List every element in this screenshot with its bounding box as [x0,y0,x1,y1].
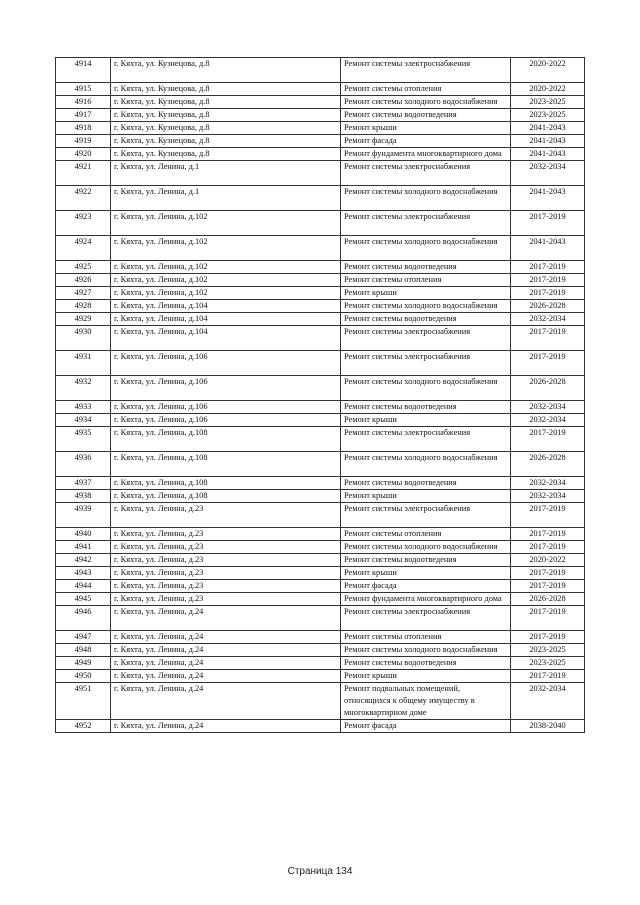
row-work-type: Ремонт системы электроснабжения [341,211,511,236]
table-row [56,631,585,644]
row-number: 4932 [56,376,111,401]
row-address: г. Кяхта, ул. Ленина, д.23 [111,593,341,606]
row-work-type: Ремонт системы водоотведения [341,657,511,670]
page-number: Страница 134 [287,866,353,877]
row-work-type: Ремонт системы водоотведения [341,401,511,414]
row-period: 2023-2025 [511,96,585,109]
row-work-type: Ремонт системы электроснабжения [341,161,511,186]
row-work-type: Ремонт системы электроснабжения [341,351,511,376]
row-number: 4948 [56,644,111,657]
row-address: г. Кяхта, ул. Ленина, д.24 [111,644,341,657]
row-number: 4914 [56,58,111,83]
row-work-type: Ремонт крыши [341,287,511,300]
row-period: 2041-2043 [511,186,585,211]
row-number: 4931 [56,351,111,376]
row-number: 4947 [56,631,111,644]
row-number: 4946 [56,606,111,631]
row-address: г. Кяхта, ул. Ленина, д.108 [111,427,341,452]
row-period: 2041-2043 [511,122,585,135]
row-address: г. Кяхта, ул. Ленина, д.23 [111,554,341,567]
table-row [56,261,585,274]
row-work-type: Ремонт системы холодного водоснабжения [341,236,511,261]
row-number: 4929 [56,313,111,326]
row-work-type: Ремонт системы холодного водоснабжения [341,644,511,657]
row-number: 4920 [56,148,111,161]
row-period: 2017-2019 [511,287,585,300]
row-period: 2026-2028 [511,376,585,401]
row-address: г. Кяхта, ул. Ленина, д.23 [111,503,341,528]
row-address: г. Кяхта, ул. Ленина, д.108 [111,452,341,477]
row-number: 4950 [56,670,111,683]
row-address: г. Кяхта, ул. Ленина, д.106 [111,401,341,414]
row-period: 2017-2019 [511,670,585,683]
row-number: 4933 [56,401,111,414]
row-period: 2017-2019 [511,274,585,287]
row-address: г. Кяхта, ул. Ленина, д.23 [111,580,341,593]
table-row [56,274,585,287]
row-number: 4939 [56,503,111,528]
table-row [56,135,585,148]
row-number: 4927 [56,287,111,300]
row-number: 4949 [56,657,111,670]
row-address: г. Кяхта, ул. Кузнецова, д.8 [111,96,341,109]
row-period: 2032-2034 [511,683,585,720]
row-work-type: Ремонт системы отопления [341,83,511,96]
row-address: г. Кяхта, ул. Ленина, д.104 [111,300,341,313]
row-work-type: Ремонт фасада [341,720,511,733]
row-work-type: Ремонт системы холодного водоснабжения [341,186,511,211]
row-work-type: Ремонт системы холодного водоснабжения [341,300,511,313]
row-period: 2017-2019 [511,503,585,528]
row-number: 4938 [56,490,111,503]
row-work-type: Ремонт системы электроснабжения [341,58,511,83]
row-number: 4941 [56,541,111,554]
row-address: г. Кяхта, ул. Ленина, д.106 [111,414,341,427]
row-work-type: Ремонт системы водоотведения [341,313,511,326]
row-number: 4922 [56,186,111,211]
row-work-type: Ремонт системы отопления [341,274,511,287]
table-row [56,109,585,122]
table-row [56,300,585,313]
row-address: г. Кяхта, ул. Ленина, д.24 [111,657,341,670]
row-period: 2026-2028 [511,300,585,313]
table-row [56,490,585,503]
row-address: г. Кяхта, ул. Ленина, д.102 [111,274,341,287]
row-number: 4942 [56,554,111,567]
table-row [56,287,585,300]
row-work-type: Ремонт фундамента многоквартирного дома [341,148,511,161]
table-row [56,720,585,733]
row-period: 2017-2019 [511,211,585,236]
row-address: г. Кяхта, ул. Кузнецова, д.8 [111,58,341,83]
row-work-type: Ремонт крыши [341,670,511,683]
row-address: г. Кяхта, ул. Ленина, д.102 [111,211,341,236]
row-work-type: Ремонт системы водоотведения [341,477,511,490]
table-row [56,236,585,261]
repair-schedule-table [55,57,585,733]
table-row [56,657,585,670]
row-number: 4919 [56,135,111,148]
row-address: г. Кяхта, ул. Ленина, д.104 [111,313,341,326]
row-period: 2020-2022 [511,58,585,83]
table-row [56,351,585,376]
row-address: г. Кяхта, ул. Ленина, д.104 [111,326,341,351]
row-work-type: Ремонт фасада [341,580,511,593]
table-row [56,58,585,83]
row-number: 4936 [56,452,111,477]
table-row [56,683,585,720]
row-period: 2023-2025 [511,109,585,122]
row-period: 2032-2034 [511,477,585,490]
row-number: 4934 [56,414,111,427]
table-row [56,313,585,326]
row-work-type: Ремонт системы электроснабжения [341,606,511,631]
row-number: 4940 [56,528,111,541]
row-address: г. Кяхта, ул. Кузнецова, д.8 [111,109,341,122]
table-row [56,567,585,580]
row-period: 2038-2040 [511,720,585,733]
row-number: 4951 [56,683,111,720]
row-number: 4918 [56,122,111,135]
table-row [56,541,585,554]
row-period: 2032-2034 [511,490,585,503]
table-row [56,122,585,135]
row-period: 2032-2034 [511,161,585,186]
row-address: г. Кяхта, ул. Ленина, д.106 [111,351,341,376]
row-work-type: Ремонт системы электроснабжения [341,503,511,528]
row-period: 2017-2019 [511,541,585,554]
row-period: 2017-2019 [511,427,585,452]
row-address: г. Кяхта, ул. Ленина, д.24 [111,606,341,631]
row-period: 2017-2019 [511,528,585,541]
row-period: 2017-2019 [511,567,585,580]
table-row [56,452,585,477]
row-period: 2017-2019 [511,351,585,376]
row-address: г. Кяхта, ул. Ленина, д.102 [111,287,341,300]
table-row [56,211,585,236]
row-work-type: Ремонт крыши [341,414,511,427]
row-number: 4928 [56,300,111,313]
table-row [56,96,585,109]
row-address: г. Кяхта, ул. Ленина, д.24 [111,683,341,720]
row-number: 4925 [56,261,111,274]
row-address: г. Кяхта, ул. Ленина, д.102 [111,236,341,261]
table-row [56,606,585,631]
table-row [56,528,585,541]
table-row [56,593,585,606]
table-row [56,414,585,427]
row-work-type: Ремонт системы водоотведения [341,109,511,122]
row-work-type: Ремонт системы водоотведения [341,554,511,567]
row-work-type: Ремонт фундамента многоквартирного дома [341,593,511,606]
table-body [56,58,585,733]
row-work-type: Ремонт системы электроснабжения [341,427,511,452]
row-work-type: Ремонт системы отопления [341,631,511,644]
row-number: 4945 [56,593,111,606]
row-period: 2032-2034 [511,313,585,326]
row-work-type: Ремонт крыши [341,490,511,503]
table-row [56,326,585,351]
table-row [56,161,585,186]
row-address: г. Кяхта, ул. Кузнецова, д.8 [111,122,341,135]
row-period: 2017-2019 [511,631,585,644]
row-address: г. Кяхта, ул. Ленина, д.23 [111,528,341,541]
row-number: 4944 [56,580,111,593]
row-period: 2023-2025 [511,644,585,657]
row-period: 2032-2034 [511,414,585,427]
row-work-type: Ремонт системы холодного водоснабжения [341,96,511,109]
table-row [56,376,585,401]
table-row [56,503,585,528]
table-row [56,580,585,593]
row-address: г. Кяхта, ул. Кузнецова, д.8 [111,83,341,96]
row-address: г. Кяхта, ул. Ленина, д.23 [111,567,341,580]
row-address: г. Кяхта, ул. Кузнецова, д.8 [111,135,341,148]
row-period: 2041-2043 [511,236,585,261]
row-address: г. Кяхта, ул. Ленина, д.1 [111,161,341,186]
row-number: 4930 [56,326,111,351]
row-work-type: Ремонт подвальных помещений, относящихся к общему имуществу в многоквартирном доме [341,683,511,720]
table-row [56,427,585,452]
row-address: г. Кяхта, ул. Ленина, д.106 [111,376,341,401]
row-work-type: Ремонт системы отопления [341,528,511,541]
row-work-type: Ремонт системы водоотведения [341,261,511,274]
row-work-type: Ремонт крыши [341,567,511,580]
row-address: г. Кяхта, ул. Ленина, д.102 [111,261,341,274]
row-number: 4943 [56,567,111,580]
row-address: г. Кяхта, ул. Ленина, д.108 [111,477,341,490]
row-period: 2041-2043 [511,135,585,148]
row-number: 4923 [56,211,111,236]
table-row [56,401,585,414]
row-period: 2017-2019 [511,261,585,274]
row-address: г. Кяхта, ул. Ленина, д.24 [111,670,341,683]
row-number: 4952 [56,720,111,733]
row-address: г. Кяхта, ул. Кузнецова, д.8 [111,148,341,161]
row-period: 2026-2028 [511,593,585,606]
row-period: 2041-2043 [511,148,585,161]
row-work-type: Ремонт системы холодного водоснабжения [341,452,511,477]
row-period: 2026-2028 [511,452,585,477]
row-period: 2017-2019 [511,606,585,631]
row-period: 2032-2034 [511,401,585,414]
row-address: г. Кяхта, ул. Ленина, д.24 [111,720,341,733]
row-work-type: Ремонт крыши [341,122,511,135]
row-number: 4935 [56,427,111,452]
row-work-type: Ремонт фасада [341,135,511,148]
table-row [56,644,585,657]
table-row [56,477,585,490]
row-period: 2017-2019 [511,326,585,351]
row-number: 4921 [56,161,111,186]
row-number: 4915 [56,83,111,96]
row-period: 2017-2019 [511,580,585,593]
row-address: г. Кяхта, ул. Ленина, д.23 [111,541,341,554]
row-number: 4937 [56,477,111,490]
row-period: 2023-2025 [511,657,585,670]
table-row [56,554,585,567]
row-address: г. Кяхта, ул. Ленина, д.108 [111,490,341,503]
row-number: 4926 [56,274,111,287]
table-row [56,186,585,211]
table-row [56,148,585,161]
table-row [56,83,585,96]
row-number: 4916 [56,96,111,109]
row-work-type: Ремонт системы холодного водоснабжения [341,376,511,401]
row-period: 2020-2022 [511,83,585,96]
row-work-type: Ремонт системы холодного водоснабжения [341,541,511,554]
row-number: 4917 [56,109,111,122]
table-row [56,670,585,683]
row-address: г. Кяхта, ул. Ленина, д.24 [111,631,341,644]
row-work-type: Ремонт системы электроснабжения [341,326,511,351]
row-period: 2020-2022 [511,554,585,567]
row-address: г. Кяхта, ул. Ленина, д.1 [111,186,341,211]
row-number: 4924 [56,236,111,261]
